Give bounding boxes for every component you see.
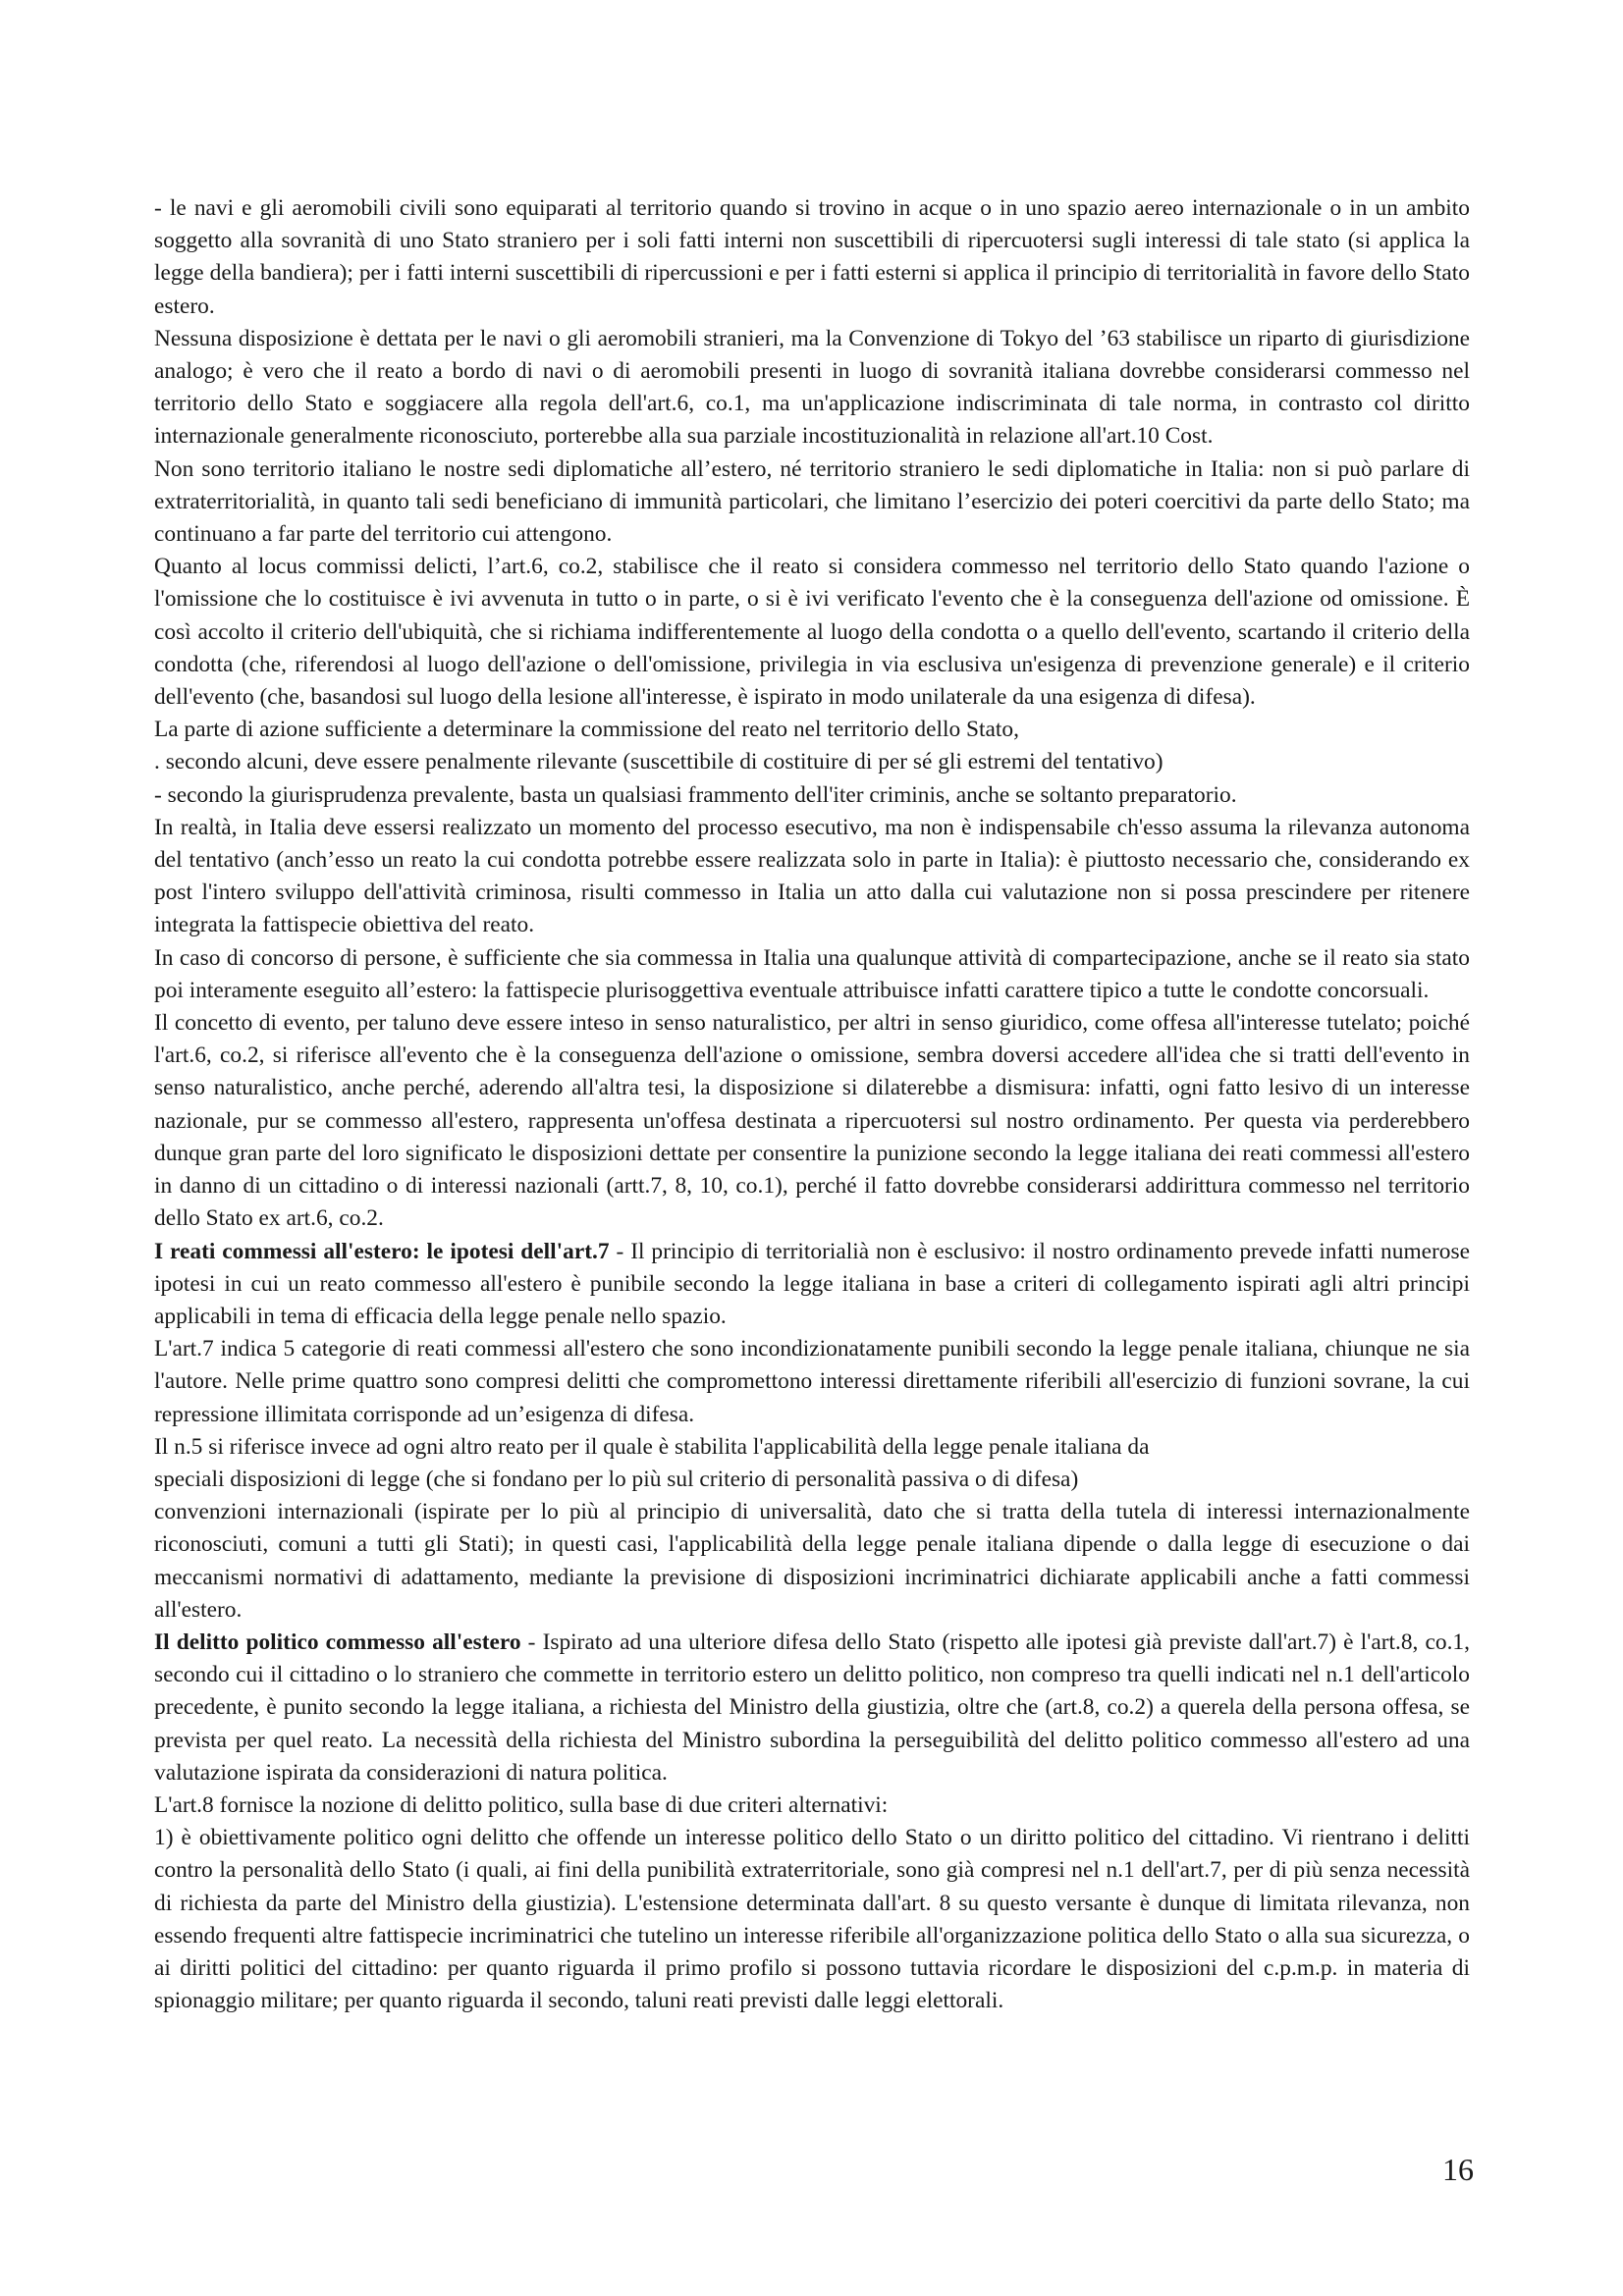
paragraph-tokyo-convention: Nessuna disposizione è dettata per le navi o gli aeromobili stranieri, ma la Convenzione di Tokyo del ’63 stabilisce un riparto di giurisdizione analogo; è vero che il reato a bordo di navi o di aeromobili presenti in luogo di sovranità italiana dovrebbe considerarsi commesso nel territorio dello Stato e soggiacere alla regola dell'art.6, co.1, ma un'applicazione indiscriminata di tale norma, in contrasto col diritto internazionale generalmente riconosciuto, porterebbe alla sua parziale incostituzionalità in relazione all'art.10 Cost. bbox=[154, 325, 1470, 450]
paragraph-in-reality: In realtà, in Italia deve essersi realizzato un momento del processo esecutivo, ma non è indispensabile ch'esso assuma la rilevanza autonoma del tentativo (anch’esso un reato la cui condotta potrebbe essere realizzata solo in parte in Italia): è piuttosto necessario che, considerando ex post l'intero sviluppo dell'attività criminosa, risulti commesso in Italia un atto dalla cui valutazione non si possa prescindere per ritenere integrata la fattispecie obiettiva del reato. bbox=[154, 814, 1470, 938]
section-text-political-crime: - Ispirato ad una ulteriore difesa dello Stato (rispetto alle ipotesi già previste dall'art.7) è l'art.8, co.1, secondo cui il cittadino o lo straniero che commette in territorio estero un delitto politico, non compreso tra quelli indicati nel n.1 dell'articolo precedente, è punito secondo la legge italiana, a richiesta del Ministro della giustizia, oltre che (art.8, co.2) a querela della persona offesa, se prevista per quel reato. La necessità della richiesta del Ministro subordina la perseguibilità del delitto politico commesso all'estero ad una valutazione ispirata da considerazioni di natura politica. bbox=[154, 1629, 1470, 1786]
paragraph-political-crime-section bbox=[154, 1627, 1470, 1789]
paragraph-opinion-jurisprudence: - secondo la giurisprudenza prevalente, basta un qualsiasi frammento dell'iter criminis, anche se soltanto preparatorio. bbox=[154, 781, 1237, 808]
paragraph-international-conventions: convenzioni internazionali (ispirate per lo più al principio di universalità, dato che si tratta della tutela di interessi internazionalmente riconosciuti, comuni a tutti gli Stati); in questi casi, l'applicabilità della legge penale italiana dipende o dalla legge di esecuzione o dai meccanismi normativi di adattamento, mediante la previsione di disposizioni incriminatrici dichiarate applicabili anche a fatti commessi all'estero. bbox=[154, 1499, 1470, 1623]
document-body bbox=[154, 192, 1470, 2017]
paragraph-sufficient-action: La parte di azione sufficiente a determinare la commissione del reato nel territorio dello Stato, bbox=[154, 717, 1019, 743]
page-number: 16 bbox=[1442, 2152, 1474, 2187]
section-text-art7: - Il principio di territorialià non è esclusivo: il nostro ordinamento prevede infatti numerose ipotesi in cui un reato commesso all'estero è punibile secondo la legge italiana in base a criteri di collegamento ispirati agli altri principi applicabili in tema di efficacia della legge penale nello spazio. bbox=[154, 1238, 1470, 1329]
section-heading-art7: I reati commessi all'estero: le ipotesi dell'art.7 bbox=[154, 1238, 610, 1264]
paragraph-locus-commissi-delicti: Quanto al locus commissi delicti, l’art.6, co.2, stabilisce che il reato si considera commesso nel territorio dello Stato quando l'azione o l'omissione che lo costituisce è ivi avvenuta in tutto o in parte, o si è ivi verificato l'evento che è la conseguenza dell'azione od omissione. È così accolto il criterio dell'ubiquità, che si richiama indifferentemente al luogo della condotta o a quello dell'evento, scartando il criterio della condotta (che, riferendosi al luogo dell'azione o dell'omissione, privilegia in via esclusiva un'esigenza di prevenzione generale) e il criterio dell'evento (che, basandosi sul luogo della lesione all'interesse, è ispirato in modo unilaterale da una esigenza di difesa). bbox=[154, 554, 1470, 711]
paragraph-art8-notion: L'art.8 fornisce la nozione di delitto politico, sulla base di due criteri alternativi: bbox=[154, 1791, 889, 1818]
paragraph-opinion-some: . secondo alcuni, deve essere penalmente rilevante (suscettibile di costituire di per sé gli estremi del tentativo) bbox=[154, 749, 1163, 775]
section-heading-political-crime: Il delitto politico commesso all'estero bbox=[154, 1629, 521, 1655]
paragraph-special-provisions: speciali disposizioni di legge (che si fondano per lo più sul criterio di personalità passiva o di difesa) bbox=[154, 1466, 1079, 1492]
paragraph-art7-section bbox=[154, 1236, 1470, 1334]
paragraph-ships-aircraft: - le navi e gli aeromobili civili sono equiparati al territorio quando si trovino in acque o in uno spazio aereo internazionale o in un ambito soggetto alla sovranità di uno Stato straniero per i soli fatti interni non suscettibili di ripercuotersi sugli interessi di tale stato (si applica la legge della bandiera); per i fatti interni suscettibili di ripercussioni e per i fatti esterni si applica il principio di territorialità in favore dello Stato estero. bbox=[154, 195, 1470, 319]
paragraph-diplomatic-seats: Non sono territorio italiano le nostre sedi diplomatiche all’estero, né territorio straniero le sedi diplomatiche in Italia: non si può parlare di extraterritorialità, in quanto tali sedi beneficiano di immunità particolari, che limitano l’esercizio dei poteri coercitivi da parte dello Stato; ma continuano a far parte del territorio cui attengono. bbox=[154, 455, 1470, 548]
paragraph-criterion-1: 1) è obiettivamente politico ogni delitto che offende un interesse politico dello Stato o un diritto politico del cittadino. Vi rientrano i delitti contro la personalità dello Stato (i quali, ai fini della punibilità extraterritoriale, sono già compresi nel n.1 dell'art.7, per di più senza necessità di richiesta da parte del Ministro della giustizia). L'estensione determinata dall'art. 8 su questo versante è dunque di limitata rilevanza, non essendo frequenti altre fattispecie incriminatrici che tutelino un interesse riferibile all'organizzazione politica dello Stato o alla sua sicurezza, o ai diritti politici del cittadino: per quanto riguarda il primo profilo si possono tuttavia ricordare le disposizioni del c.p.m.p. in materia di spionaggio militare; per quanto riguarda il secondo, taluni reati previsti dalle leggi elettorali. bbox=[154, 1825, 1470, 2014]
paragraph-n5: Il n.5 si riferisce invece ad ogni altro reato per il quale è stabilita l'applicabilità della legge penale italiana da bbox=[154, 1433, 1150, 1460]
paragraph-concorso-persone: In caso di concorso di persone, è sufficiente che sia commessa in Italia una qualunque attività di compartecipazione, anche se il reato sia stato poi interamente eseguito all’estero: la fattispecie plurisoggettiva eventuale attribuisce infatti carattere tipico a tutte le condotte concorsuali. bbox=[154, 944, 1470, 1003]
paragraph-art7-categories: L'art.7 indica 5 categorie di reati commessi all'estero che sono incondizionatamente punibili secondo la legge penale italiana, chiunque ne sia l'autore. Nelle prime quattro sono compresi delitti che compromettono interessi direttamente riferibili all'esercizio di funzioni sovrane, la cui repressione illimitata corrisponde ad un’esigenza di difesa. bbox=[154, 1336, 1470, 1427]
paragraph-concept-of-event: Il concetto di evento, per taluno deve essere inteso in senso naturalistico, per altri in senso giuridico, come offesa all'interesse tutelato; poiché l'art.6, co.2, si riferisce all'evento che è la conseguenza dell'azione o omissione, sembra doversi accedere all'idea che si tratti dell'evento in senso naturalistico, anche perché, aderendo all'altra tesi, la disposizione si dilaterebbe a dismisura: infatti, ogni fatto lesivo di un interesse nazionale, pur se commesso all'estero, rappresenta un'offesa destinata a ripercuotersi sul nostro ordinamento. Per questa via perderebbero dunque gran parte del loro significato le disposizioni dettate per consentire la punizione secondo la legge italiana dei reati commessi all'estero in danno di un cittadino o di interessi nazionali (artt.7, 8, 10, co.1), perché il fatto dovrebbe considerarsi addirittura commesso nel territorio dello Stato ex art.6, co.2. bbox=[154, 1010, 1470, 1232]
